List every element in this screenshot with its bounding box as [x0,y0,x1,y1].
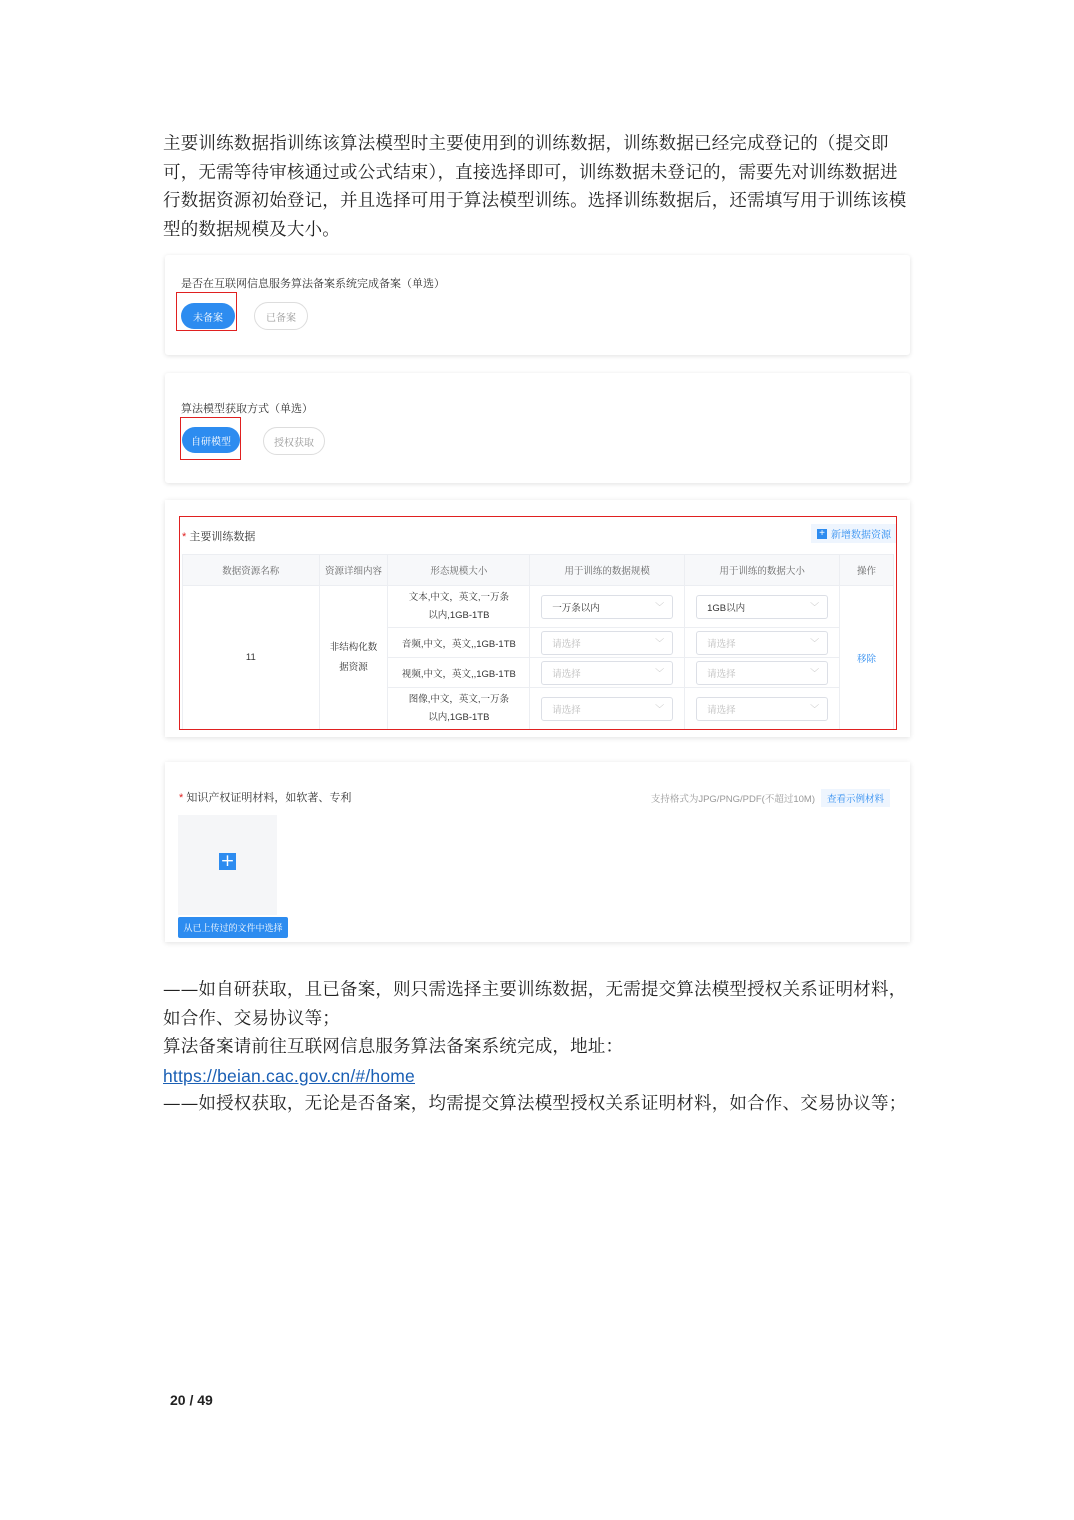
filing-system-link-line [163,1062,913,1092]
ip-proof-label: * 知识产权证明材料，如软著、专利 [179,792,352,804]
highlight-box [180,417,241,460]
page-number: 20 / 49 [170,1392,213,1408]
training-data-title: * 主要训练数据 [182,531,256,543]
filing-system-link[interactable]: https://beian.cac.gov.cn/#/home [163,1066,415,1086]
plus-square-icon: + [220,851,235,871]
filed-option[interactable]: 已备案 [254,302,308,330]
chevron-down-icon: ﹀ [810,704,820,714]
upload-box[interactable] [178,815,277,915]
resource-detail-cell: 非结构化数据资源 [319,586,388,730]
chevron-down-icon: ﹀ [810,602,820,612]
column-header: 操作 [840,555,894,586]
column-header: 用于训练的数据规模 [530,555,685,586]
training-scale-select[interactable]: 一万条以内 ﹀ [541,595,673,619]
column-header: 数据资源名称 [183,555,320,586]
training-scale-select[interactable]: 请选择 ﹀ [541,661,673,685]
highlight-box [176,292,237,331]
not-filed-option[interactable]: 未备案 [181,303,235,329]
note-self-developed: ——如自研获取，且已备案，则只需选择主要训练数据，无需提交算法模型授权关系证明材料，如合作、交易协议等； [163,980,907,1029]
chevron-down-icon: ﹀ [810,638,820,648]
chevron-down-icon: ﹀ [810,668,820,678]
choose-uploaded-file-button[interactable]: 从已上传过的文件中选择 [178,917,288,938]
ip-proof-card [165,762,910,942]
training-size-select[interactable]: 请选择 ﹀ [696,661,828,685]
filing-status-card [165,255,910,355]
note-filing-system: 算法备案请前往互联网信息服务算法备案系统完成，地址： [163,1037,624,1057]
view-example-link[interactable]: 查看示例材料 [821,789,890,807]
self-developed-option[interactable]: 自研模型 [182,427,240,453]
form-size-cell: 音频,中文，英文,,1GB-1TB [388,628,530,658]
training-scale-select[interactable]: 请选择 ﹀ [541,631,673,655]
training-data-card [165,500,910,737]
form-size-cell: 文本,中文，英文,一万条以内,1GB-1TB [388,586,530,628]
form-size-cell: 图像,中文，英文,一万条以内,1GB-1TB [388,688,530,730]
note-authorized: ——如授权获取，无论是否备案，均需提交算法模型授权关系证明材料，如合作、交易协议等； [163,1094,907,1114]
filing-status-label: 是否在互联网信息服务算法备案系统完成备案（单选） [181,278,445,290]
form-size-cell: 视频,中文，英文,,1GB-1TB [388,658,530,688]
intro-paragraph: 主要训练数据指训练该算法模型时主要使用到的训练数据，训练数据已经完成登记的（提交即可，无需等待审核通过或公式结束），直接选择即可，训练数据未登记的，需要先对训练数据进行数据资源初始登记，并且选择可用于算法模型训练。选择训练数据后，还需填写用于训练该模型的数据规模及大小。 [163,134,907,240]
training-size-select[interactable]: 请选择 ﹀ [696,697,828,721]
column-header: 资源详细内容 [319,555,388,586]
model-source-label: 算法模型获取方式（单选） [181,403,313,415]
remove-link[interactable]: 移除 [840,586,894,730]
chevron-down-icon: ﹀ [655,638,665,648]
chevron-down-icon: ﹀ [655,602,665,612]
highlight-box [179,516,897,730]
plus-square-icon: + [817,529,827,539]
model-source-card [165,373,910,483]
format-hint: 支持格式为JPG/PNG/PDF(不超过10M) 查看示例材料 [651,789,890,807]
authorized-option[interactable]: 授权获取 [263,427,325,455]
resource-name-cell: 11 [183,586,320,730]
add-data-resource-button[interactable]: + 新增数据资源 [811,524,897,543]
chevron-down-icon: ﹀ [655,704,665,714]
training-scale-select[interactable]: 请选择 ﹀ [541,697,673,721]
training-size-select[interactable]: 1GB以内 ﹀ [696,595,828,619]
column-header: 形态规模大小 [388,555,530,586]
training-size-select[interactable]: 请选择 ﹀ [696,631,828,655]
chevron-down-icon: ﹀ [655,668,665,678]
column-header: 用于训练的数据大小 [685,555,840,586]
